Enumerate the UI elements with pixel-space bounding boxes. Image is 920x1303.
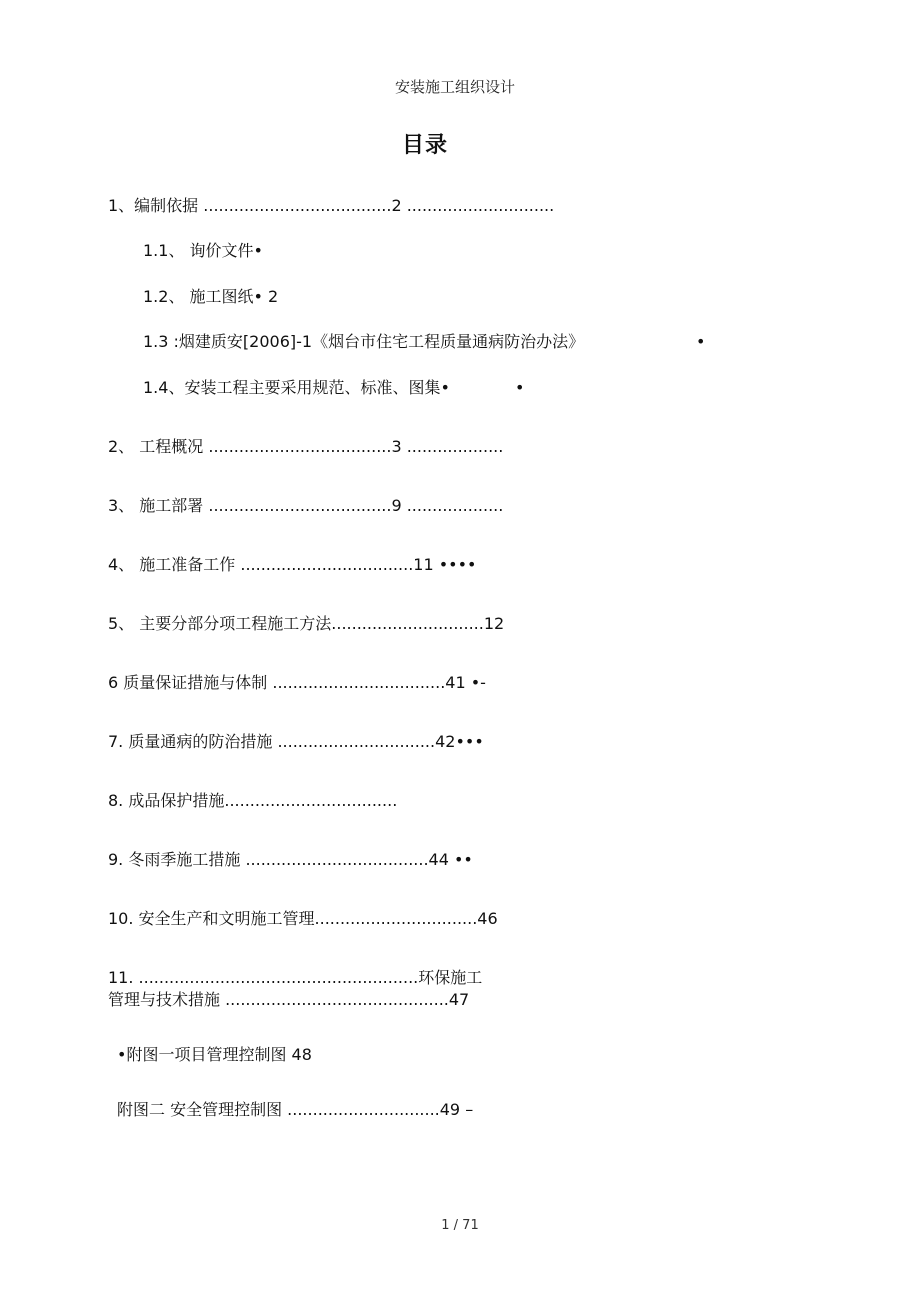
toc-entry-6[interactable]: 6 质量保证措施与体制 ..................................41 •- bbox=[108, 673, 486, 692]
toc-entry-1-2[interactable]: 1.2、 施工图纸• 2 bbox=[143, 287, 279, 306]
toc-entry-1-4-leader: • bbox=[515, 378, 525, 397]
toc-entry-1-1[interactable]: 1.1、 询价文件• bbox=[143, 241, 263, 260]
toc-entry-2[interactable]: 2、 工程概况 ....................................3 ................... bbox=[108, 437, 504, 456]
toc-entry-11[interactable]: 11. .......................................................环保施工 bbox=[108, 968, 483, 987]
toc-heading: 目录 bbox=[401, 133, 448, 158]
toc-entry-3[interactable]: 3、 施工部署 ....................................9 ................... bbox=[108, 496, 504, 515]
toc-entry-1[interactable]: 1、编制依据 .....................................2 ............................. bbox=[108, 196, 555, 215]
toc-entry-11-continued[interactable]: 管理与技术措施 ............................................47 bbox=[108, 990, 470, 1009]
toc-entry-4[interactable]: 4、 施工准备工作 ..................................11 •••• bbox=[108, 555, 477, 574]
toc-entry-1-3-leader: • bbox=[696, 332, 706, 351]
toc-entry-10[interactable]: 10. 安全生产和文明施工管理................................46 bbox=[108, 909, 498, 928]
page-indicator: 1 / 71 bbox=[441, 1218, 479, 1233]
toc-entry-1-3[interactable]: 1.3 :烟建质安[2006]-1《烟台市住宅工程质量通病防治办法》 bbox=[143, 332, 585, 351]
toc-entry-1-4[interactable]: 1.4、安装工程主要采用规范、标准、图集• bbox=[143, 378, 450, 397]
toc-appendix-1[interactable]: •附图一项目管理控制图 48 bbox=[117, 1045, 312, 1064]
toc-entry-9[interactable]: 9. 冬雨季施工措施 ....................................44 •• bbox=[108, 850, 473, 869]
toc-entry-5[interactable]: 5、 主要分部分项工程施工方法..............................12 bbox=[108, 614, 505, 633]
document-header-title: 安装施工组织设计 bbox=[394, 78, 515, 96]
toc-entry-7[interactable]: 7. 质量通病的防治措施 ...............................42••• bbox=[108, 732, 484, 751]
toc-appendix-2[interactable]: 附图二 安全管理控制图 ..............................49 – bbox=[117, 1100, 474, 1119]
toc-entry-8[interactable]: 8. 成品保护措施.................................. bbox=[108, 791, 398, 810]
